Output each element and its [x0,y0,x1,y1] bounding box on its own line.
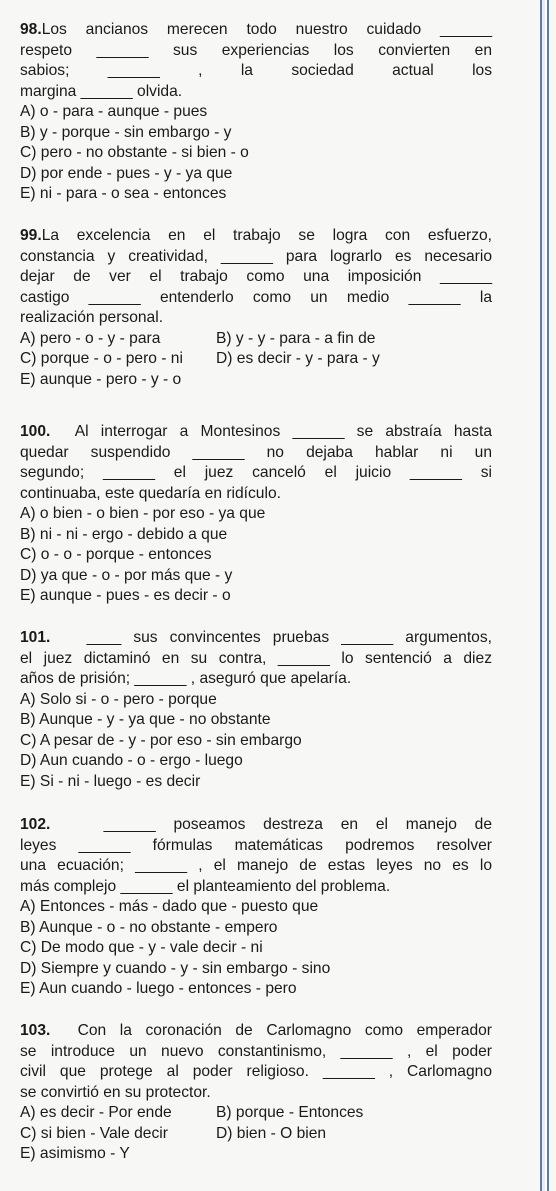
option-e: E) aunque - pues - es decir - o [20,587,231,604]
question-line: leyes ______ fórmulas matemáticas podremos resolver [20,836,492,854]
option-row [20,329,492,350]
option-c: C) A pesar de - y - por eso - sin embargo [20,731,302,749]
option-a: A) o - para - aunque - pues [20,103,208,120]
question-number: 100. [20,423,51,440]
question-number: 102. [20,816,51,833]
question-103 [20,1021,492,1165]
question-line: se introduce un nuevo constantinismo, ______ , el poder [20,1042,492,1060]
option-e: E) Aun cuando - luego - entonces - pero [20,980,297,997]
option-d: D) Siempre y cuando - y - sin embargo - sino [20,959,331,977]
option-c: C) De modo que - y - vale decir - ni [20,939,263,956]
option-a: A) Solo si - o - pero - porque [20,690,217,708]
question-line: civil que protege al poder religioso. ______ , Carlomagno [20,1063,492,1080]
option-d: D) bien - O bien [216,1124,327,1142]
question-number: 101. [20,629,51,646]
option-e: E) asimismo - Y [20,1145,130,1162]
question-line: castigo ______ entenderlo como un medio ______ la [20,288,492,306]
option-row [20,1144,492,1165]
question-line: Los ancianos merecen todo nuestro cuidado ______ [41,21,492,38]
option-c: C) pero - no obstante - si bien - o [20,144,249,161]
question-line: sabios; ______ , la sociedad actual los [20,62,492,79]
option-a: A) es decir - Por ende [20,1104,172,1121]
option-row [20,1124,492,1145]
question-line: años de prisión; ______ , aseguró que apelaría. [20,670,352,687]
option-e: E) ni - para - o sea - entonces [20,185,227,202]
question-98 [20,20,492,205]
question-line: quedar suspendido ______ no dejaba hablar ni un [20,443,492,461]
question-line: una ecuación; ______ , el manejo de estas leyes no es lo [20,857,492,874]
question-line: el juez dictaminó en su contra, ______ lo sentenció a diez [20,649,492,667]
option-b: B) ni - ni - ergo - debido a que [20,525,228,543]
option-row [20,1103,492,1124]
option-d: D) Aun cuando - o - ergo - luego [20,752,243,769]
option-c: C) o - o - porque - entonces [20,546,212,563]
question-line: ____ sus convincentes pruebas ______ argumentos, [86,629,492,646]
option-a: A) o bien - o bien - por eso - ya que [20,505,266,522]
question-99 [20,226,492,390]
question-line: más complejo ______ el planteamiento del problema. [20,877,391,895]
option-row [20,370,492,391]
option-row [20,349,492,370]
option-b: B) y - porque - sin embargo - y [20,123,232,141]
option-e: E) Si - ni - luego - es decir [20,772,201,790]
question-101 [20,628,492,792]
question-number: 98. [20,21,42,38]
option-a: A) Entonces - más - dado que - puesto que [20,898,319,915]
option-d: D) es decir - y - para - y [216,350,380,367]
option-d: D) por ende - pues - y - ya que [20,164,233,182]
option-b: B) porque - Entonces [216,1104,364,1121]
question-number: 99. [20,227,42,244]
question-102 [20,815,492,1000]
question-100 [20,422,492,607]
question-line: se convirtió en su protector. [20,1083,211,1101]
question-line: realización personal. [20,309,164,326]
option-a: A) pero - o - y - para [20,329,161,347]
page-border-decoration [540,0,556,1191]
question-line: margina ______ olvida. [20,82,183,100]
question-number: 103. [20,1022,51,1039]
question-line: dejar de ver el trabajo como una imposición ______ [20,268,492,285]
option-b: B) Aunque - o - no obstante - empero [20,918,278,936]
option-e: E) aunque - pero - y - o [20,370,182,388]
option-b: B) Aunque - y - ya que - no obstante [20,711,271,728]
option-d: D) ya que - o - por más que - y [20,566,233,584]
question-line: segundo; ______ el juez canceló el juicio ______ si [20,464,492,481]
question-line: Al interrogar a Montesinos ______ se abstraía hasta [74,423,492,440]
question-line: respeto ______ sus experiencias los convierten en [20,41,492,59]
option-b: B) y - y - para - a fin de [216,329,376,347]
option-c: C) porque - o - pero - ni [20,350,183,367]
option-c: C) si bien - Vale decir [20,1124,168,1142]
question-line: La excelencia en el trabajo se logra con esfuerzo, [41,227,492,244]
question-line: continuaba, este quedaría en ridículo. [20,484,281,502]
question-line: constancia y creatividad, ______ para lograrlo es necesario [20,247,492,265]
question-line: ______ poseamos destreza en el manejo de [103,816,492,833]
question-line: Con la coronación de Carlomagno como emperador [77,1022,492,1039]
